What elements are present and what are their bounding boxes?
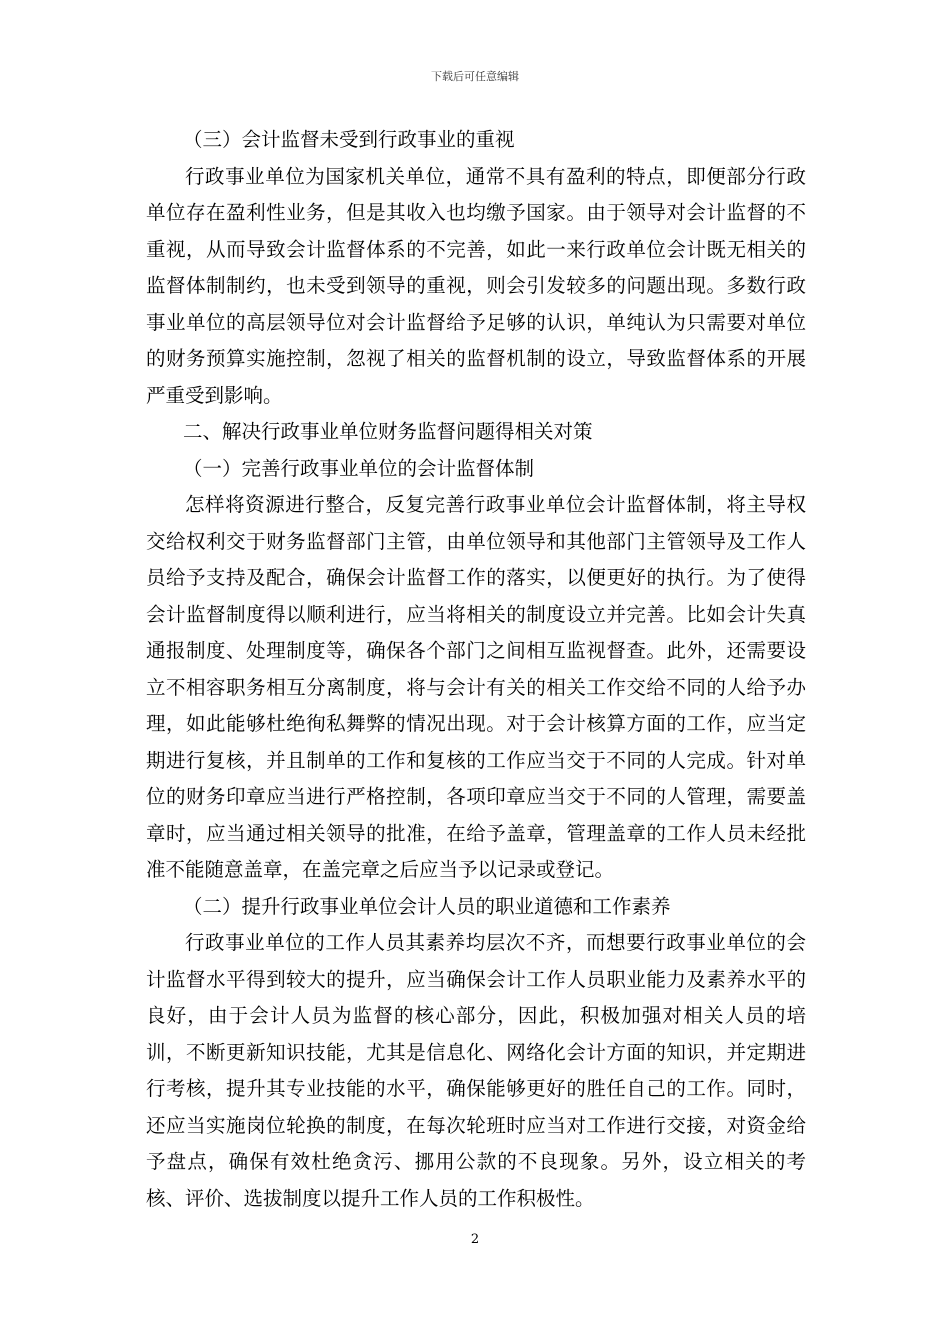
document-body [146,122,806,1217]
page-number: 2 [470,1232,480,1247]
section-heading-2: （二）提升行政事业单位会计人员的职业道德和工作素养 [183,894,671,918]
body-paragraph: 怎样将资源进行整合，反复完善行政事业单位会计监督体制，将主导权交给权利交于财务监督部门主管，由单位领导和其他部门主管领导及工作人员给予支持及配合，确保会计监督工作的落实，以便更好的执行。为了使得会计监督制度得以顺利进行，应当将相关的制度设立并完善。比如会计失真通报制度、处理制度等，确保各个部门之间相互监视督查。此外，还需要设立不相容职务相互分离制度，将与会计有关的相关工作交给不同的人给予办理，如此能够杜绝徇私舞弊的情况出现。对于会计核算方面的工作，应当定期进行复核，并且制单的工作和复核的工作应当交于不同的人完成。针对单位的财务印章应当进行严格控制，各项印章应当交于不同的人管理，需要盖章时，应当通过相关领导的批准，在给予盖章，管理盖章的工作人员未经批准不能随意盖章，在盖完章之后应当予以记录或登记。 [146,493,806,881]
body-paragraph: 行政事业单位的工作人员其素养均层次不齐，而想要行政事业单位的会计监督水平得到较大的提升，应当确保会计工作人员职业能力及素养水平的良好，由于会计人员为监督的核心部分，因此，积极加强对相关人员的培训，不断更新知识技能，尤其是信息化、网络化会计方面的知识，并定期进行考核，提升其专业技能的水平，确保能够更好的胜任自己的工作。同时，还应当实施岗位轮换的制度，在每次轮班时应当对工作进行交接，对资金给予盘点，确保有效杜绝贪污、挪用公款的不良现象。另外，设立相关的考核、评价、选拔制度以提升工作人员的工作积极性。 [146,931,806,1210]
chapter-heading-2: 二、解决行政事业单位财务监督问题得相关对策 [183,420,593,443]
page-header: 下载后可任意编辑 [431,70,519,83]
section-heading-1: （一）完善行政事业单位的会计监督体制 [183,456,535,480]
section-heading-3: （三）会计监督未受到行政事业的重视 [183,128,515,151]
body-paragraph: 行政事业单位为国家机关单位，通常不具有盈利的特点，即便部分行政单位存在盈利性业务，但是其收入也均缴予国家。由于领导对会计监督的不重视，从而导致会计监督体系的不完善，如此一来行政单位会计既无相关的监督体制制约，也未受到领导的重视，则会引发较多的问题出现。多数行政事业单位的高层领导位对会计监督给予足够的认识，单纯认为只需要对单位的财务预算实施控制，忽视了相关的监督机制的设立，导致监督体系的开展严重受到影响。 [146,164,806,407]
